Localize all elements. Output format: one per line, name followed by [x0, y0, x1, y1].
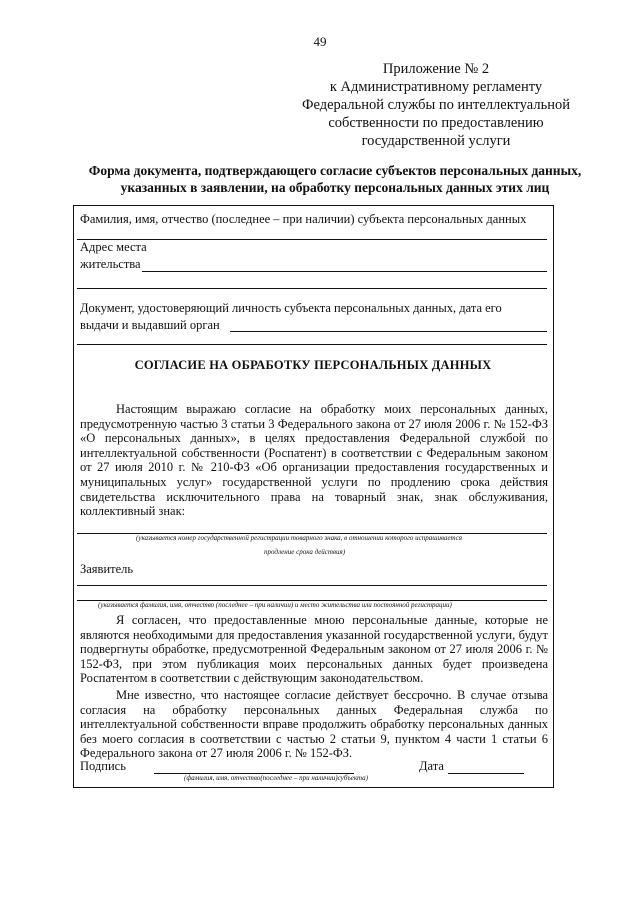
- consent-paragraph-3: [80, 688, 548, 761]
- address-field-line-2[interactable]: [77, 288, 547, 289]
- date-field-line[interactable]: [448, 773, 524, 774]
- appendix-header: [286, 60, 586, 150]
- trademark-note: (указывается номер государственной регистрации товарного знака, в отношении которого испрашивается: [136, 534, 462, 542]
- appendix-line: Федеральной службы по интеллектуальной: [302, 97, 570, 113]
- form-title-line-2: указанных в заявлении, на обработку персональных данных этих лиц: [120, 180, 550, 195]
- form-title-line-1: Форма документа, подтверждающего согласие субъектов персональных данных,: [88, 163, 582, 178]
- page-number: 49: [313, 34, 327, 49]
- document-field-line-2[interactable]: [77, 344, 547, 345]
- trademark-note-2: продление срока действия): [264, 548, 346, 556]
- signature-note: (фамилия, имя, отчество(последнее – при наличии)субъекта): [184, 774, 368, 782]
- form-title: [70, 162, 600, 196]
- paragraph-text: Я согласен, что предоставленные мною персональные данные, которые не являются необходимыми для предоставления указанной государственной услуги, будут подвергнуты обработке, предусмотренной Федеральным законом от 27 июля 2006 г. № 152-ФЗ, при этом публикация моих персональных данных будет произведена Роспатентом в соответствии с действующим законодательством.: [80, 613, 548, 686]
- applicant-label: Заявитель: [80, 562, 134, 576]
- address-label-2: жительства: [80, 257, 141, 271]
- consent-paragraph-2: [80, 613, 548, 686]
- applicant-field-line[interactable]: [77, 585, 547, 586]
- date-label: Дата: [419, 759, 444, 773]
- appendix-line: к Административному регламенту: [329, 79, 543, 95]
- document-field-line[interactable]: [230, 331, 547, 332]
- consent-form-frame: [73, 205, 554, 788]
- appendix-line: собственности по предоставлению: [328, 115, 544, 131]
- document-label-1: Документ, удостоверяющий личность субъекта персональных данных, дата его: [80, 301, 502, 315]
- document-label-2: выдачи и выдавший орган: [80, 318, 220, 332]
- appendix-line: государственной услуги: [361, 133, 511, 149]
- paragraph-text: Мне известно, что настоящее согласие действует бессрочно. В случае отзыва согласия на обработку персональных данных Федеральная служба по интеллектуальной собственности вправе продолжить обработку персональных данных без моего согласия в соответствии с частью 2 статьи 9, пунктом 4 части 1 статьи 6 Федерального закона от 27 июля 2006 г. № 152-ФЗ.: [80, 688, 548, 761]
- applicant-note: (указывается фамилия, имя, отчество (последнее – при наличии) и место жительства или постоянной регистрации): [98, 601, 452, 609]
- paragraph-text: Настоящим выражаю согласие на обработку моих персональных данных, предусмотренную частью 3 статьи 3 Федерального закона от 27 июля 2006 г. № 152-ФЗ «О персональных данных», в целях предоставления Федеральной службой по интеллектуальной собственности (Роспатент) в соответствии с Федеральным законом от 27 июля 2010 г. № 210-ФЗ «Об организации предоставления государственных и муниципальных услуг» государственной услуги по продлению срока действия свидетельства исключительного права на товарный знак, знак обслуживания, коллективный знак:: [80, 402, 548, 519]
- address-label-1: Адрес места: [80, 240, 147, 254]
- fio-field-line[interactable]: [77, 239, 547, 240]
- consent-paragraph-1: [80, 402, 548, 519]
- signature-label: Подпись: [80, 759, 126, 773]
- fio-label: Фамилия, имя, отчество (последнее – при наличии) субъекта персональных данных: [80, 212, 527, 226]
- appendix-line: Приложение № 2: [382, 61, 490, 77]
- consent-heading: СОГЛАСИЕ НА ОБРАБОТКУ ПЕРСОНАЛЬНЫХ ДАННЫХ: [134, 358, 492, 372]
- address-field-line[interactable]: [142, 271, 547, 272]
